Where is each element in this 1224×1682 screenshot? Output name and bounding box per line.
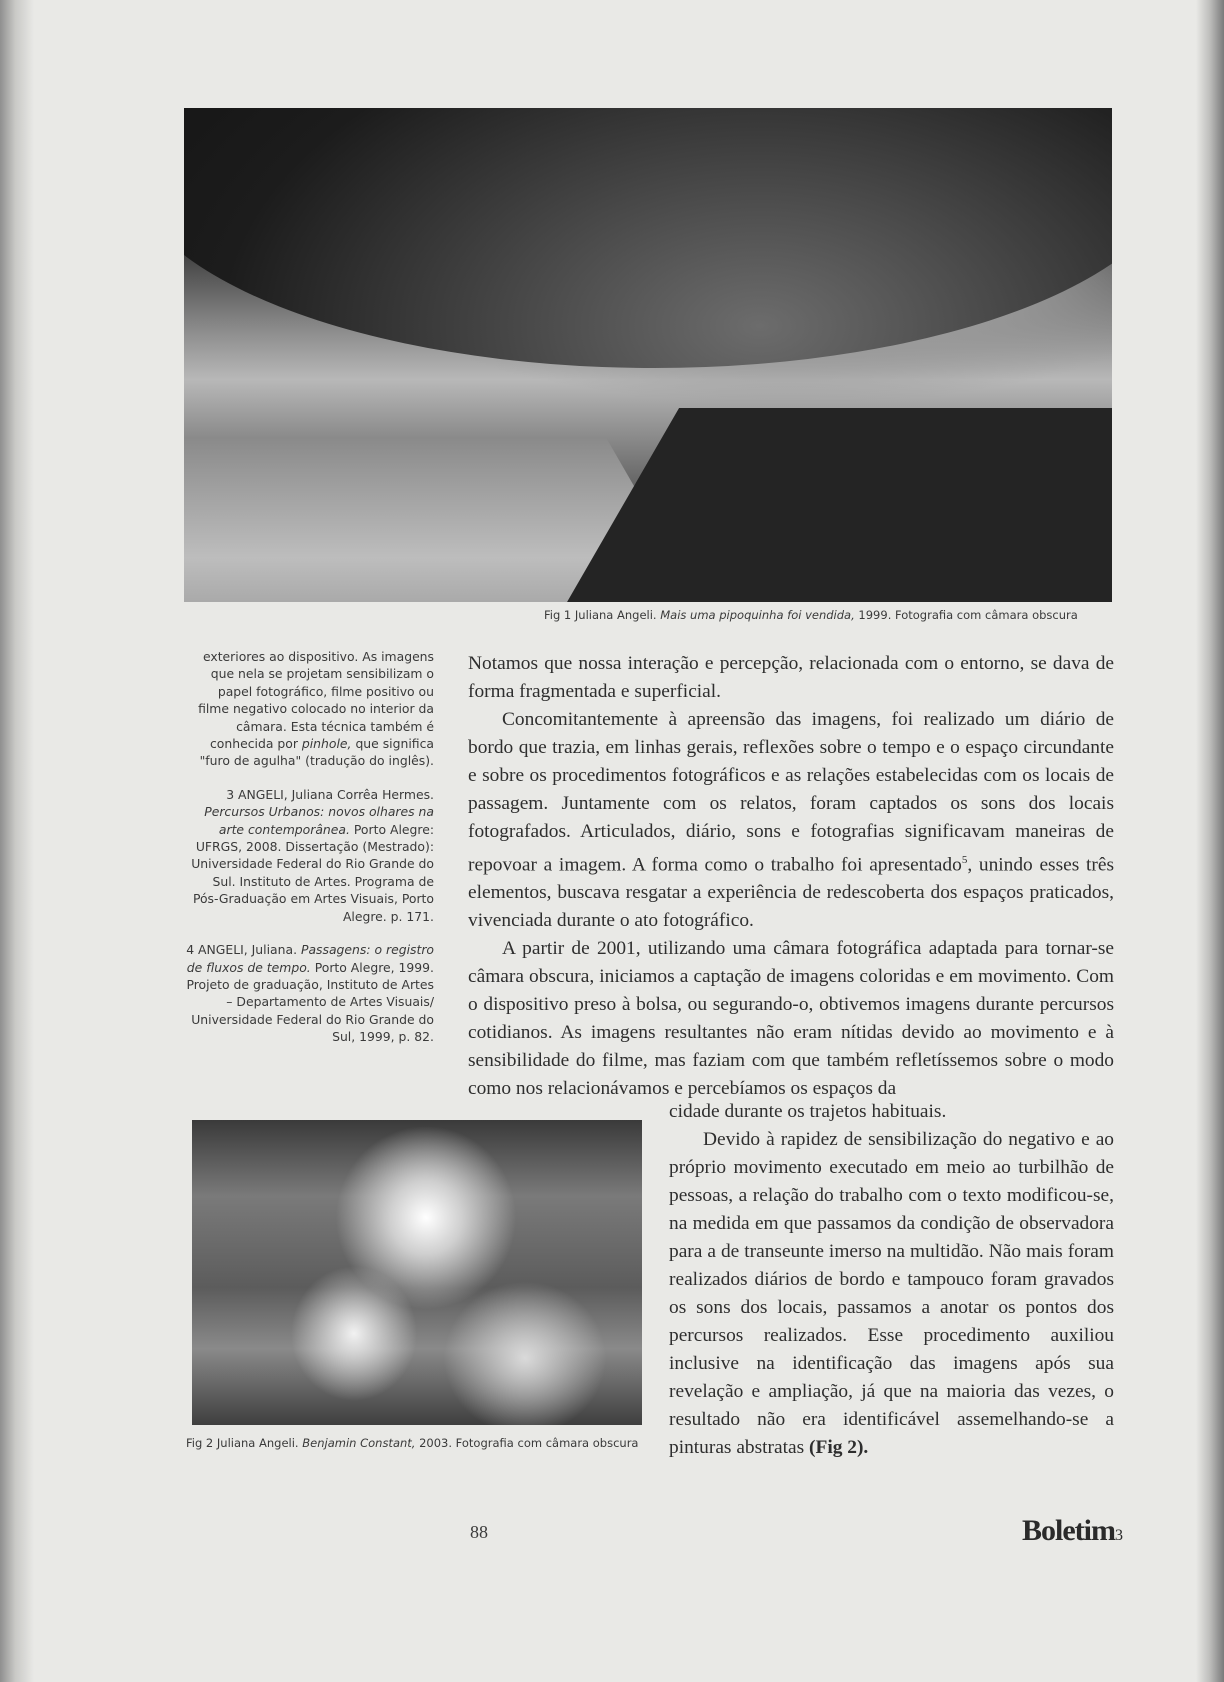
figure-2-reference: (Fig 2). [809, 1437, 869, 1458]
figure-2-photograph [192, 1120, 642, 1425]
paragraph-4: Devido à rapidez de sensibilização do negativo e ao próprio movimento executado em meio ao turbilhão de pessoas, a relação do trabalho com o texto modificou-se, na medida em que passamos da condição de observadora para a de transeunte imerso na multidão. Não mais foram realizados diários de bordo e tampouco foram gravados os sons dos locais, passamos a anotar os pontos dos percursos realizados. Esse procedimento auxiliou inclusive na identificação das imagens após sua revelação e ampliação, já que na maioria das vezes, o resultado não era identificável assemelhando-se a pinturas abstratas (Fig 2). [669, 1129, 1114, 1458]
caption-prefix: Fig 1 Juliana Angeli. [544, 608, 657, 622]
caption-title: Benjamin Constant, [302, 1436, 416, 1450]
paragraph-1: Notamos que nossa interação e percepção, relacionada com o entorno, se dava de forma fragmentada e superficial. [468, 653, 1114, 702]
footnotes-column [186, 648, 434, 1062]
book-spine-shadow [0, 0, 34, 1682]
figure-1-photograph [184, 108, 1112, 602]
paragraph-2: Concomitantemente à apreensão das imagens, foi realizado um diário de bordo que trazia, em linhas gerais, reflexões sobre o tempo e o espaço circundante e sobre os procedimentos fotográficos e as relações estabelecidas com os locais de passagem. Juntamente com os relatos, foram captados os sons dos locais fotografados. Articulados, diário, sons e fotografias significavam maneiras de repovoar a imagem. A forma como o trabalho foi apresentado$^5$, unindo esses três elementos, buscava resgatar a experiência de redescoberta dos espaços praticados, vivenciada durante o ato fotográfico. [468, 709, 1114, 932]
figure-2-caption [186, 1436, 638, 1450]
caption-suffix: 2003. Fotografia com câmara obscura [419, 1436, 639, 1450]
fig1-roof-shape [184, 108, 1112, 368]
page-number: 88 [470, 1522, 488, 1542]
caption-suffix: 1999. Fotografia com câmara obscura [858, 608, 1078, 622]
publication-logo: Boletim3 [1022, 1514, 1122, 1547]
footnote-4: 4 ANGELI, Juliana. Passagens: o registro de fluxos de tempo. Porto Alegre, 1999. Projeto de graduação, Instituto de Artes – Departamento de Artes Visuais/ Universidade Federal do Rio Grande do Sul, 1999, p. 82. [186, 942, 434, 1045]
footnote-3: 3 ANGELI, Juliana Corrêa Hermes. Percursos Urbanos: novos olhares na arte contemporânea. Porto Alegre: UFRGS, 2008. Dissertação (Mestrado): Universidade Federal do Rio Grande do Sul. Instituto de Artes. Programa de Pós-Graduação em Artes Visuais, Porto Alegre. p. 171. [191, 786, 434, 924]
footnote-ref-5: 5 [961, 854, 968, 866]
page-edge-shadow [1196, 0, 1224, 1682]
footnote-2-continuation: exteriores ao dispositivo. As imagens que nela se projetam sensibilizam o papel fotográfico, filme positivo ou filme negativo colocado no interior da câmara. Esta técnica também é conhecida por pinhole, que significa "furo de agulha" (tradução do inglês). [198, 649, 434, 769]
body-text-upper [468, 650, 1114, 1103]
paragraph-3: A partir de 2001, utilizando uma câmara fotográfica adaptada para tornar-se câmara obscura, iniciamos a captação de imagens coloridas e em movimento. Com o dispositivo preso à bolsa, ou segurando-o, obtivemos imagens durante percursos cotidianos. As imagens resultantes não eram nítidas devido ao movimento e à sensibilidade do filme, mas faziam com que também refletíssemos sobre o modo como nos relacionávamos e percebíamos os espaços da [468, 938, 1114, 1100]
caption-prefix: Fig 2 Juliana Angeli. [186, 1436, 299, 1450]
paragraph-3-continuation: cidade durante os trajetos habituais. [669, 1101, 947, 1122]
figure-1-caption [544, 608, 1078, 622]
body-text-lower [669, 1098, 1114, 1462]
caption-title: Mais uma pipoquinha foi vendida, [660, 608, 855, 622]
